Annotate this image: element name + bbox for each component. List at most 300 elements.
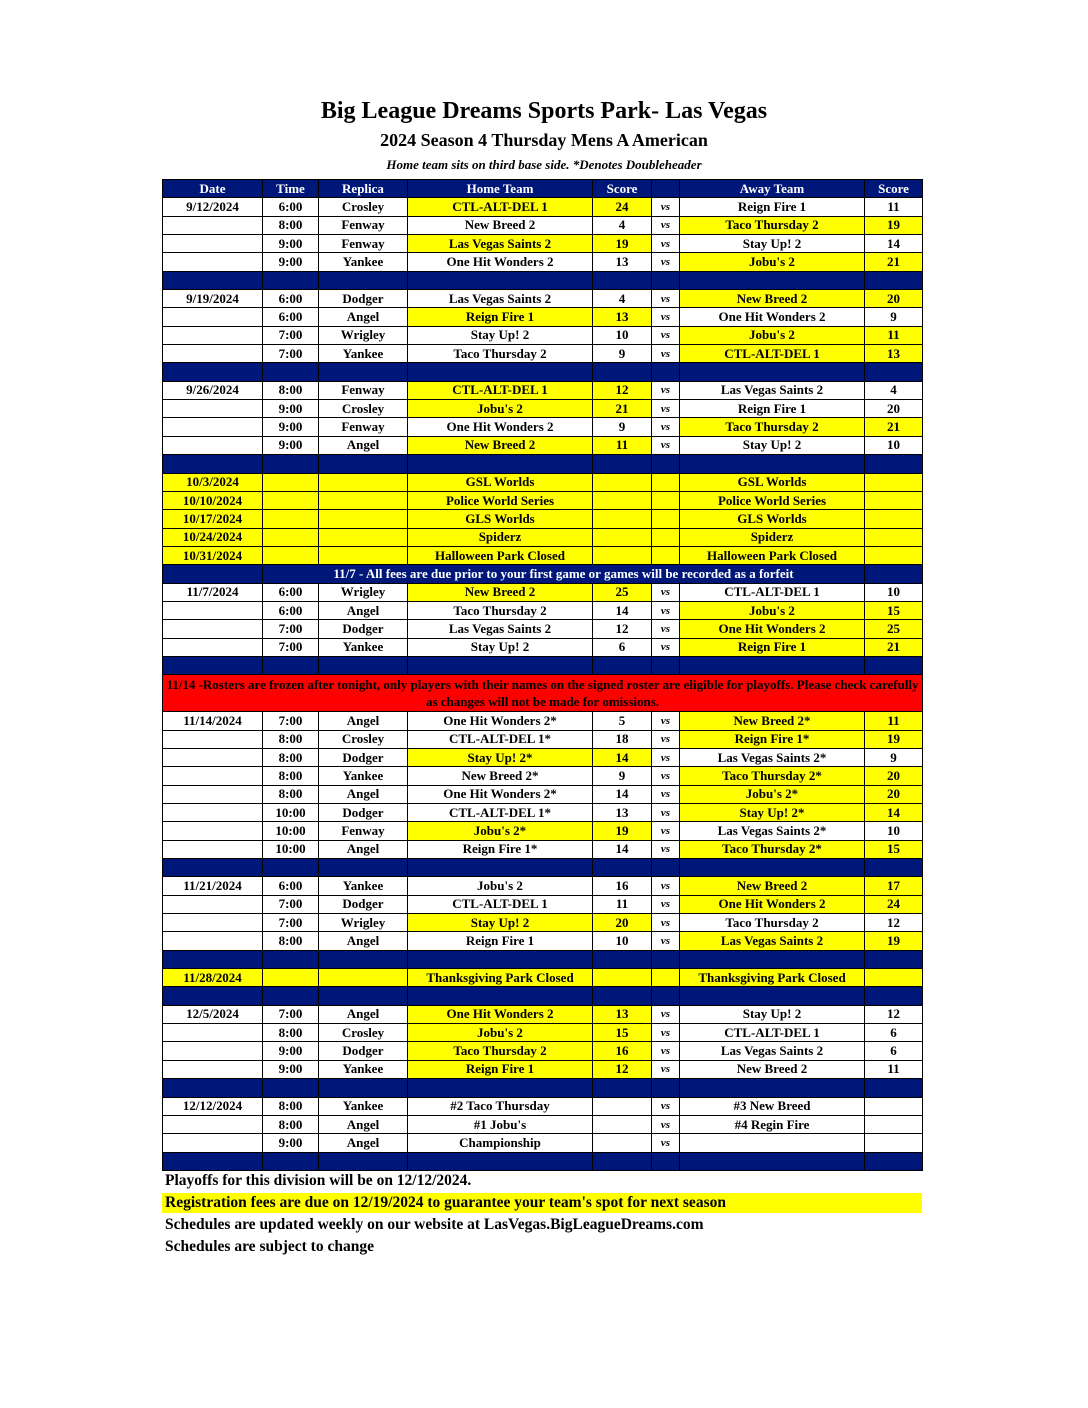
away-score: 13 xyxy=(865,345,923,363)
game-row xyxy=(163,712,923,730)
separator-row xyxy=(163,455,923,473)
empty-cell xyxy=(865,528,923,546)
separator-cell xyxy=(865,363,923,381)
home-score: 18 xyxy=(593,730,652,748)
game-row xyxy=(163,1060,923,1078)
away-score: 17 xyxy=(865,877,923,895)
game-time: 6:00 xyxy=(263,308,319,326)
game-field: Crosley xyxy=(319,198,408,216)
game-row xyxy=(163,1134,923,1152)
event-home-label: GSL Worlds xyxy=(408,473,593,491)
game-row xyxy=(163,253,923,271)
away-team: #3 New Breed xyxy=(680,1097,865,1115)
game-row xyxy=(163,1115,923,1133)
home-team: Jobu's 2 xyxy=(408,1024,593,1042)
away-score: 11 xyxy=(865,326,923,344)
game-time: 9:00 xyxy=(263,1134,319,1152)
away-score: 19 xyxy=(865,932,923,950)
home-team: CTL-ALT-DEL 1 xyxy=(408,895,593,913)
away-team: Stay Up! 2* xyxy=(680,804,865,822)
away-team: CTL-ALT-DEL 1 xyxy=(680,1024,865,1042)
away-team: Jobu's 2 xyxy=(680,601,865,619)
game-date xyxy=(163,216,263,234)
away-score: 25 xyxy=(865,620,923,638)
home-team: Reign Fire 1* xyxy=(408,840,593,858)
away-team: Stay Up! 2 xyxy=(680,436,865,454)
game-date: 12/5/2024 xyxy=(163,1005,263,1023)
away-score: 21 xyxy=(865,253,923,271)
game-date xyxy=(163,1042,263,1060)
home-team: Stay Up! 2 xyxy=(408,326,593,344)
empty-cell xyxy=(319,491,408,509)
home-team: One Hit Wonders 2* xyxy=(408,712,593,730)
empty-cell xyxy=(319,546,408,564)
home-score: 9 xyxy=(593,418,652,436)
home-team: Taco Thursday 2 xyxy=(408,601,593,619)
game-date xyxy=(163,418,263,436)
away-score: 10 xyxy=(865,822,923,840)
game-row xyxy=(163,235,923,253)
game-time: 8:00 xyxy=(263,785,319,803)
event-date: 10/3/2024 xyxy=(163,473,263,491)
game-field: Yankee xyxy=(319,877,408,895)
game-field: Fenway xyxy=(319,235,408,253)
separator-cell xyxy=(263,1079,319,1097)
vs-label: vs xyxy=(652,400,680,418)
away-score xyxy=(865,1115,923,1133)
separator-cell xyxy=(163,656,263,674)
game-row xyxy=(163,601,923,619)
away-team: New Breed 2 xyxy=(680,1060,865,1078)
separator-cell xyxy=(263,656,319,674)
fee-notice-text: 11/7 - All fees are due prior to your first game or games will be recorded as a forfeit xyxy=(263,565,865,583)
event-date: 10/10/2024 xyxy=(163,491,263,509)
game-time: 7:00 xyxy=(263,895,319,913)
game-field: Wrigley xyxy=(319,326,408,344)
game-field: Yankee xyxy=(319,253,408,271)
empty-cell xyxy=(163,565,263,583)
home-team: Las Vegas Saints 2 xyxy=(408,290,593,308)
header-home-score: Score xyxy=(593,180,652,198)
home-team: New Breed 2 xyxy=(408,436,593,454)
home-score: 14 xyxy=(593,785,652,803)
away-team: Las Vegas Saints 2 xyxy=(680,1042,865,1060)
empty-cell xyxy=(593,546,652,564)
game-date xyxy=(163,601,263,619)
home-score: 4 xyxy=(593,290,652,308)
game-time: 10:00 xyxy=(263,822,319,840)
header-vs xyxy=(652,180,680,198)
game-date xyxy=(163,400,263,418)
home-team: Stay Up! 2 xyxy=(408,638,593,656)
game-field: Wrigley xyxy=(319,583,408,601)
event-away-label: Spiderz xyxy=(680,528,865,546)
game-row xyxy=(163,877,923,895)
separator-cell xyxy=(408,271,593,289)
game-field: Crosley xyxy=(319,1024,408,1042)
separator-cell xyxy=(680,987,865,1005)
game-date xyxy=(163,308,263,326)
game-date xyxy=(163,804,263,822)
game-date: 9/26/2024 xyxy=(163,381,263,399)
game-date xyxy=(163,1115,263,1133)
game-time: 7:00 xyxy=(263,326,319,344)
separator-cell xyxy=(652,271,680,289)
home-score: 14 xyxy=(593,748,652,766)
empty-cell xyxy=(652,510,680,528)
away-score: 21 xyxy=(865,638,923,656)
game-date: 9/19/2024 xyxy=(163,290,263,308)
away-team: Jobu's 2* xyxy=(680,785,865,803)
home-team: One Hit Wonders 2 xyxy=(408,1005,593,1023)
home-score: 14 xyxy=(593,601,652,619)
away-score: 20 xyxy=(865,785,923,803)
game-field: Yankee xyxy=(319,345,408,363)
game-field: Angel xyxy=(319,601,408,619)
home-score: 6 xyxy=(593,638,652,656)
game-time: 8:00 xyxy=(263,730,319,748)
footer-registration: Registration fees are due on 12/19/2024 to guarantee your team's spot for next season xyxy=(162,1193,922,1213)
separator-cell xyxy=(680,656,865,674)
away-score: 14 xyxy=(865,804,923,822)
away-team: One Hit Wonders 2 xyxy=(680,308,865,326)
separator-cell xyxy=(865,1152,923,1170)
empty-cell xyxy=(319,510,408,528)
separator-cell xyxy=(163,271,263,289)
game-date: 11/14/2024 xyxy=(163,712,263,730)
separator-cell xyxy=(865,271,923,289)
separator-cell xyxy=(652,1152,680,1170)
away-score: 10 xyxy=(865,583,923,601)
home-score: 11 xyxy=(593,436,652,454)
game-date xyxy=(163,895,263,913)
empty-cell xyxy=(865,546,923,564)
empty-cell xyxy=(263,969,319,987)
vs-label: vs xyxy=(652,785,680,803)
home-team: Taco Thursday 2 xyxy=(408,345,593,363)
home-score xyxy=(593,1115,652,1133)
away-score: 6 xyxy=(865,1042,923,1060)
home-team: Las Vegas Saints 2 xyxy=(408,620,593,638)
game-row xyxy=(163,400,923,418)
home-score: 24 xyxy=(593,198,652,216)
vs-label: vs xyxy=(652,436,680,454)
away-team: Jobu's 2 xyxy=(680,326,865,344)
empty-cell xyxy=(652,546,680,564)
away-team: New Breed 2* xyxy=(680,712,865,730)
home-team: Reign Fire 1 xyxy=(408,1060,593,1078)
game-field: Fenway xyxy=(319,381,408,399)
game-row xyxy=(163,198,923,216)
home-team: Taco Thursday 2 xyxy=(408,1042,593,1060)
separator-cell xyxy=(263,859,319,877)
home-team: Reign Fire 1 xyxy=(408,932,593,950)
game-date: 9/12/2024 xyxy=(163,198,263,216)
home-team: Jobu's 2 xyxy=(408,877,593,895)
empty-cell xyxy=(865,969,923,987)
away-team: Taco Thursday 2* xyxy=(680,840,865,858)
home-score: 15 xyxy=(593,1024,652,1042)
separator-cell xyxy=(593,1152,652,1170)
empty-cell xyxy=(319,528,408,546)
schedule-table xyxy=(162,179,923,1171)
game-time: 6:00 xyxy=(263,601,319,619)
separator-cell xyxy=(408,1152,593,1170)
empty-cell xyxy=(865,491,923,509)
roster-alert-text: 11/14 -Rosters are frozen after tonight, only players with their names on the signed roster are eligible for playoffs. Please check carefully as changes will not be made for omissions. xyxy=(163,675,923,712)
separator-cell xyxy=(652,455,680,473)
empty-cell xyxy=(593,473,652,491)
home-score: 19 xyxy=(593,822,652,840)
game-date xyxy=(163,914,263,932)
game-row xyxy=(163,418,923,436)
separator-cell xyxy=(319,656,408,674)
event-away-label: Police World Series xyxy=(680,491,865,509)
game-field: Fenway xyxy=(319,418,408,436)
game-row xyxy=(163,308,923,326)
game-field: Dodger xyxy=(319,620,408,638)
separator-cell xyxy=(408,859,593,877)
away-score: 11 xyxy=(865,1060,923,1078)
game-time: 9:00 xyxy=(263,253,319,271)
away-team: Stay Up! 2 xyxy=(680,235,865,253)
vs-label: vs xyxy=(652,290,680,308)
event-date: 10/24/2024 xyxy=(163,528,263,546)
home-score: 16 xyxy=(593,1042,652,1060)
fee-notice-row xyxy=(163,565,923,583)
game-row xyxy=(163,895,923,913)
away-team: Taco Thursday 2* xyxy=(680,767,865,785)
away-score: 9 xyxy=(865,748,923,766)
vs-label: vs xyxy=(652,1134,680,1152)
vs-label: vs xyxy=(652,1115,680,1133)
away-score: 15 xyxy=(865,840,923,858)
empty-cell xyxy=(319,473,408,491)
game-date xyxy=(163,253,263,271)
roster-alert-row xyxy=(163,675,923,712)
event-away-label: Thanksgiving Park Closed xyxy=(680,969,865,987)
game-time: 7:00 xyxy=(263,620,319,638)
vs-label: vs xyxy=(652,345,680,363)
event-row xyxy=(163,473,923,491)
away-score: 10 xyxy=(865,436,923,454)
game-row xyxy=(163,381,923,399)
game-time: 7:00 xyxy=(263,1005,319,1023)
away-score: 19 xyxy=(865,730,923,748)
game-field: Angel xyxy=(319,1115,408,1133)
vs-label: vs xyxy=(652,235,680,253)
schedule-note: Home team sits on third base side. *Denotes Doubleheader xyxy=(386,157,702,172)
vs-label: vs xyxy=(652,1005,680,1023)
game-row xyxy=(163,216,923,234)
away-team: Las Vegas Saints 2 xyxy=(680,932,865,950)
separator-cell xyxy=(680,1079,865,1097)
away-team: #4 Regin Fire xyxy=(680,1115,865,1133)
separator-cell xyxy=(163,950,263,968)
header-time: Time xyxy=(263,180,319,198)
away-team xyxy=(680,1134,865,1152)
game-field: Crosley xyxy=(319,400,408,418)
game-row xyxy=(163,932,923,950)
game-time: 8:00 xyxy=(263,767,319,785)
empty-cell xyxy=(593,528,652,546)
vs-label: vs xyxy=(652,804,680,822)
game-time: 7:00 xyxy=(263,914,319,932)
vs-label: vs xyxy=(652,308,680,326)
home-score: 13 xyxy=(593,804,652,822)
vs-label: vs xyxy=(652,1060,680,1078)
separator-cell xyxy=(652,859,680,877)
event-home-label: Thanksgiving Park Closed xyxy=(408,969,593,987)
game-field: Yankee xyxy=(319,638,408,656)
empty-cell xyxy=(865,565,923,583)
home-team: Stay Up! 2 xyxy=(408,914,593,932)
vs-label: vs xyxy=(652,840,680,858)
game-row xyxy=(163,822,923,840)
header-away-team: Away Team xyxy=(680,180,865,198)
game-time: 9:00 xyxy=(263,436,319,454)
home-team: One Hit Wonders 2 xyxy=(408,418,593,436)
away-score: 20 xyxy=(865,400,923,418)
event-home-label: Halloween Park Closed xyxy=(408,546,593,564)
home-team: Championship xyxy=(408,1134,593,1152)
separator-cell xyxy=(319,859,408,877)
game-row xyxy=(163,748,923,766)
home-team: CTL-ALT-DEL 1* xyxy=(408,804,593,822)
separator-cell xyxy=(593,950,652,968)
away-team: Reign Fire 1 xyxy=(680,638,865,656)
separator-row xyxy=(163,950,923,968)
vs-label: vs xyxy=(652,822,680,840)
game-field: Yankee xyxy=(319,1097,408,1115)
away-team: CTL-ALT-DEL 1 xyxy=(680,345,865,363)
empty-cell xyxy=(652,491,680,509)
separator-cell xyxy=(865,656,923,674)
empty-cell xyxy=(593,491,652,509)
home-team: One Hit Wonders 2 xyxy=(408,253,593,271)
vs-label: vs xyxy=(652,638,680,656)
home-score: 14 xyxy=(593,840,652,858)
separator-cell xyxy=(680,363,865,381)
separator-cell xyxy=(163,455,263,473)
home-score: 13 xyxy=(593,253,652,271)
game-date xyxy=(163,840,263,858)
away-score: 24 xyxy=(865,895,923,913)
game-date: 12/12/2024 xyxy=(163,1097,263,1115)
event-home-label: Spiderz xyxy=(408,528,593,546)
away-score: 6 xyxy=(865,1024,923,1042)
away-team: Taco Thursday 2 xyxy=(680,418,865,436)
game-row xyxy=(163,290,923,308)
game-field: Angel xyxy=(319,712,408,730)
separator-cell xyxy=(408,363,593,381)
game-date xyxy=(163,932,263,950)
empty-cell xyxy=(263,510,319,528)
vs-label: vs xyxy=(652,1042,680,1060)
separator-cell xyxy=(593,455,652,473)
header-away-score: Score xyxy=(865,180,923,198)
separator-cell xyxy=(865,1079,923,1097)
game-date xyxy=(163,638,263,656)
game-date xyxy=(163,345,263,363)
separator-cell xyxy=(680,859,865,877)
event-away-label: Halloween Park Closed xyxy=(680,546,865,564)
event-row xyxy=(163,969,923,987)
empty-cell xyxy=(865,510,923,528)
away-score xyxy=(865,1134,923,1152)
home-team: CTL-ALT-DEL 1 xyxy=(408,381,593,399)
vs-label: vs xyxy=(652,418,680,436)
table-header xyxy=(163,180,923,198)
away-team: Taco Thursday 2 xyxy=(680,914,865,932)
home-team: CTL-ALT-DEL 1* xyxy=(408,730,593,748)
away-team: New Breed 2 xyxy=(680,877,865,895)
separator-cell xyxy=(652,987,680,1005)
home-score: 12 xyxy=(593,1060,652,1078)
separator-cell xyxy=(163,363,263,381)
separator-cell xyxy=(408,950,593,968)
home-team: Jobu's 2 xyxy=(408,400,593,418)
event-away-label: GSL Worlds xyxy=(680,473,865,491)
separator-cell xyxy=(408,656,593,674)
away-score: 21 xyxy=(865,418,923,436)
separator-cell xyxy=(319,363,408,381)
game-date xyxy=(163,235,263,253)
home-score: 21 xyxy=(593,400,652,418)
game-field: Angel xyxy=(319,436,408,454)
separator-cell xyxy=(680,455,865,473)
game-date xyxy=(163,326,263,344)
game-row xyxy=(163,1005,923,1023)
vs-label: vs xyxy=(652,601,680,619)
vs-label: vs xyxy=(652,730,680,748)
home-score: 12 xyxy=(593,381,652,399)
vs-label: vs xyxy=(652,253,680,271)
game-time: 7:00 xyxy=(263,345,319,363)
game-field: Angel xyxy=(319,840,408,858)
game-field: Crosley xyxy=(319,730,408,748)
vs-label: vs xyxy=(652,620,680,638)
game-field: Angel xyxy=(319,1005,408,1023)
separator-row xyxy=(163,363,923,381)
game-date: 11/7/2024 xyxy=(163,583,263,601)
separator-cell xyxy=(593,656,652,674)
game-field: Fenway xyxy=(319,216,408,234)
vs-label: vs xyxy=(652,326,680,344)
away-team: Reign Fire 1 xyxy=(680,198,865,216)
empty-cell xyxy=(652,528,680,546)
game-date xyxy=(163,1060,263,1078)
separator-row xyxy=(163,1152,923,1170)
home-score: 11 xyxy=(593,895,652,913)
separator-cell xyxy=(263,1152,319,1170)
away-score: 15 xyxy=(865,601,923,619)
game-time: 9:00 xyxy=(263,400,319,418)
game-time: 7:00 xyxy=(263,638,319,656)
game-field: Dodger xyxy=(319,804,408,822)
separator-cell xyxy=(163,1152,263,1170)
game-field: Dodger xyxy=(319,290,408,308)
game-row xyxy=(163,785,923,803)
home-team: Reign Fire 1 xyxy=(408,308,593,326)
separator-cell xyxy=(593,363,652,381)
empty-cell xyxy=(263,546,319,564)
away-team: One Hit Wonders 2 xyxy=(680,895,865,913)
home-score: 13 xyxy=(593,308,652,326)
away-score: 12 xyxy=(865,1005,923,1023)
separator-cell xyxy=(652,656,680,674)
away-score: 14 xyxy=(865,235,923,253)
